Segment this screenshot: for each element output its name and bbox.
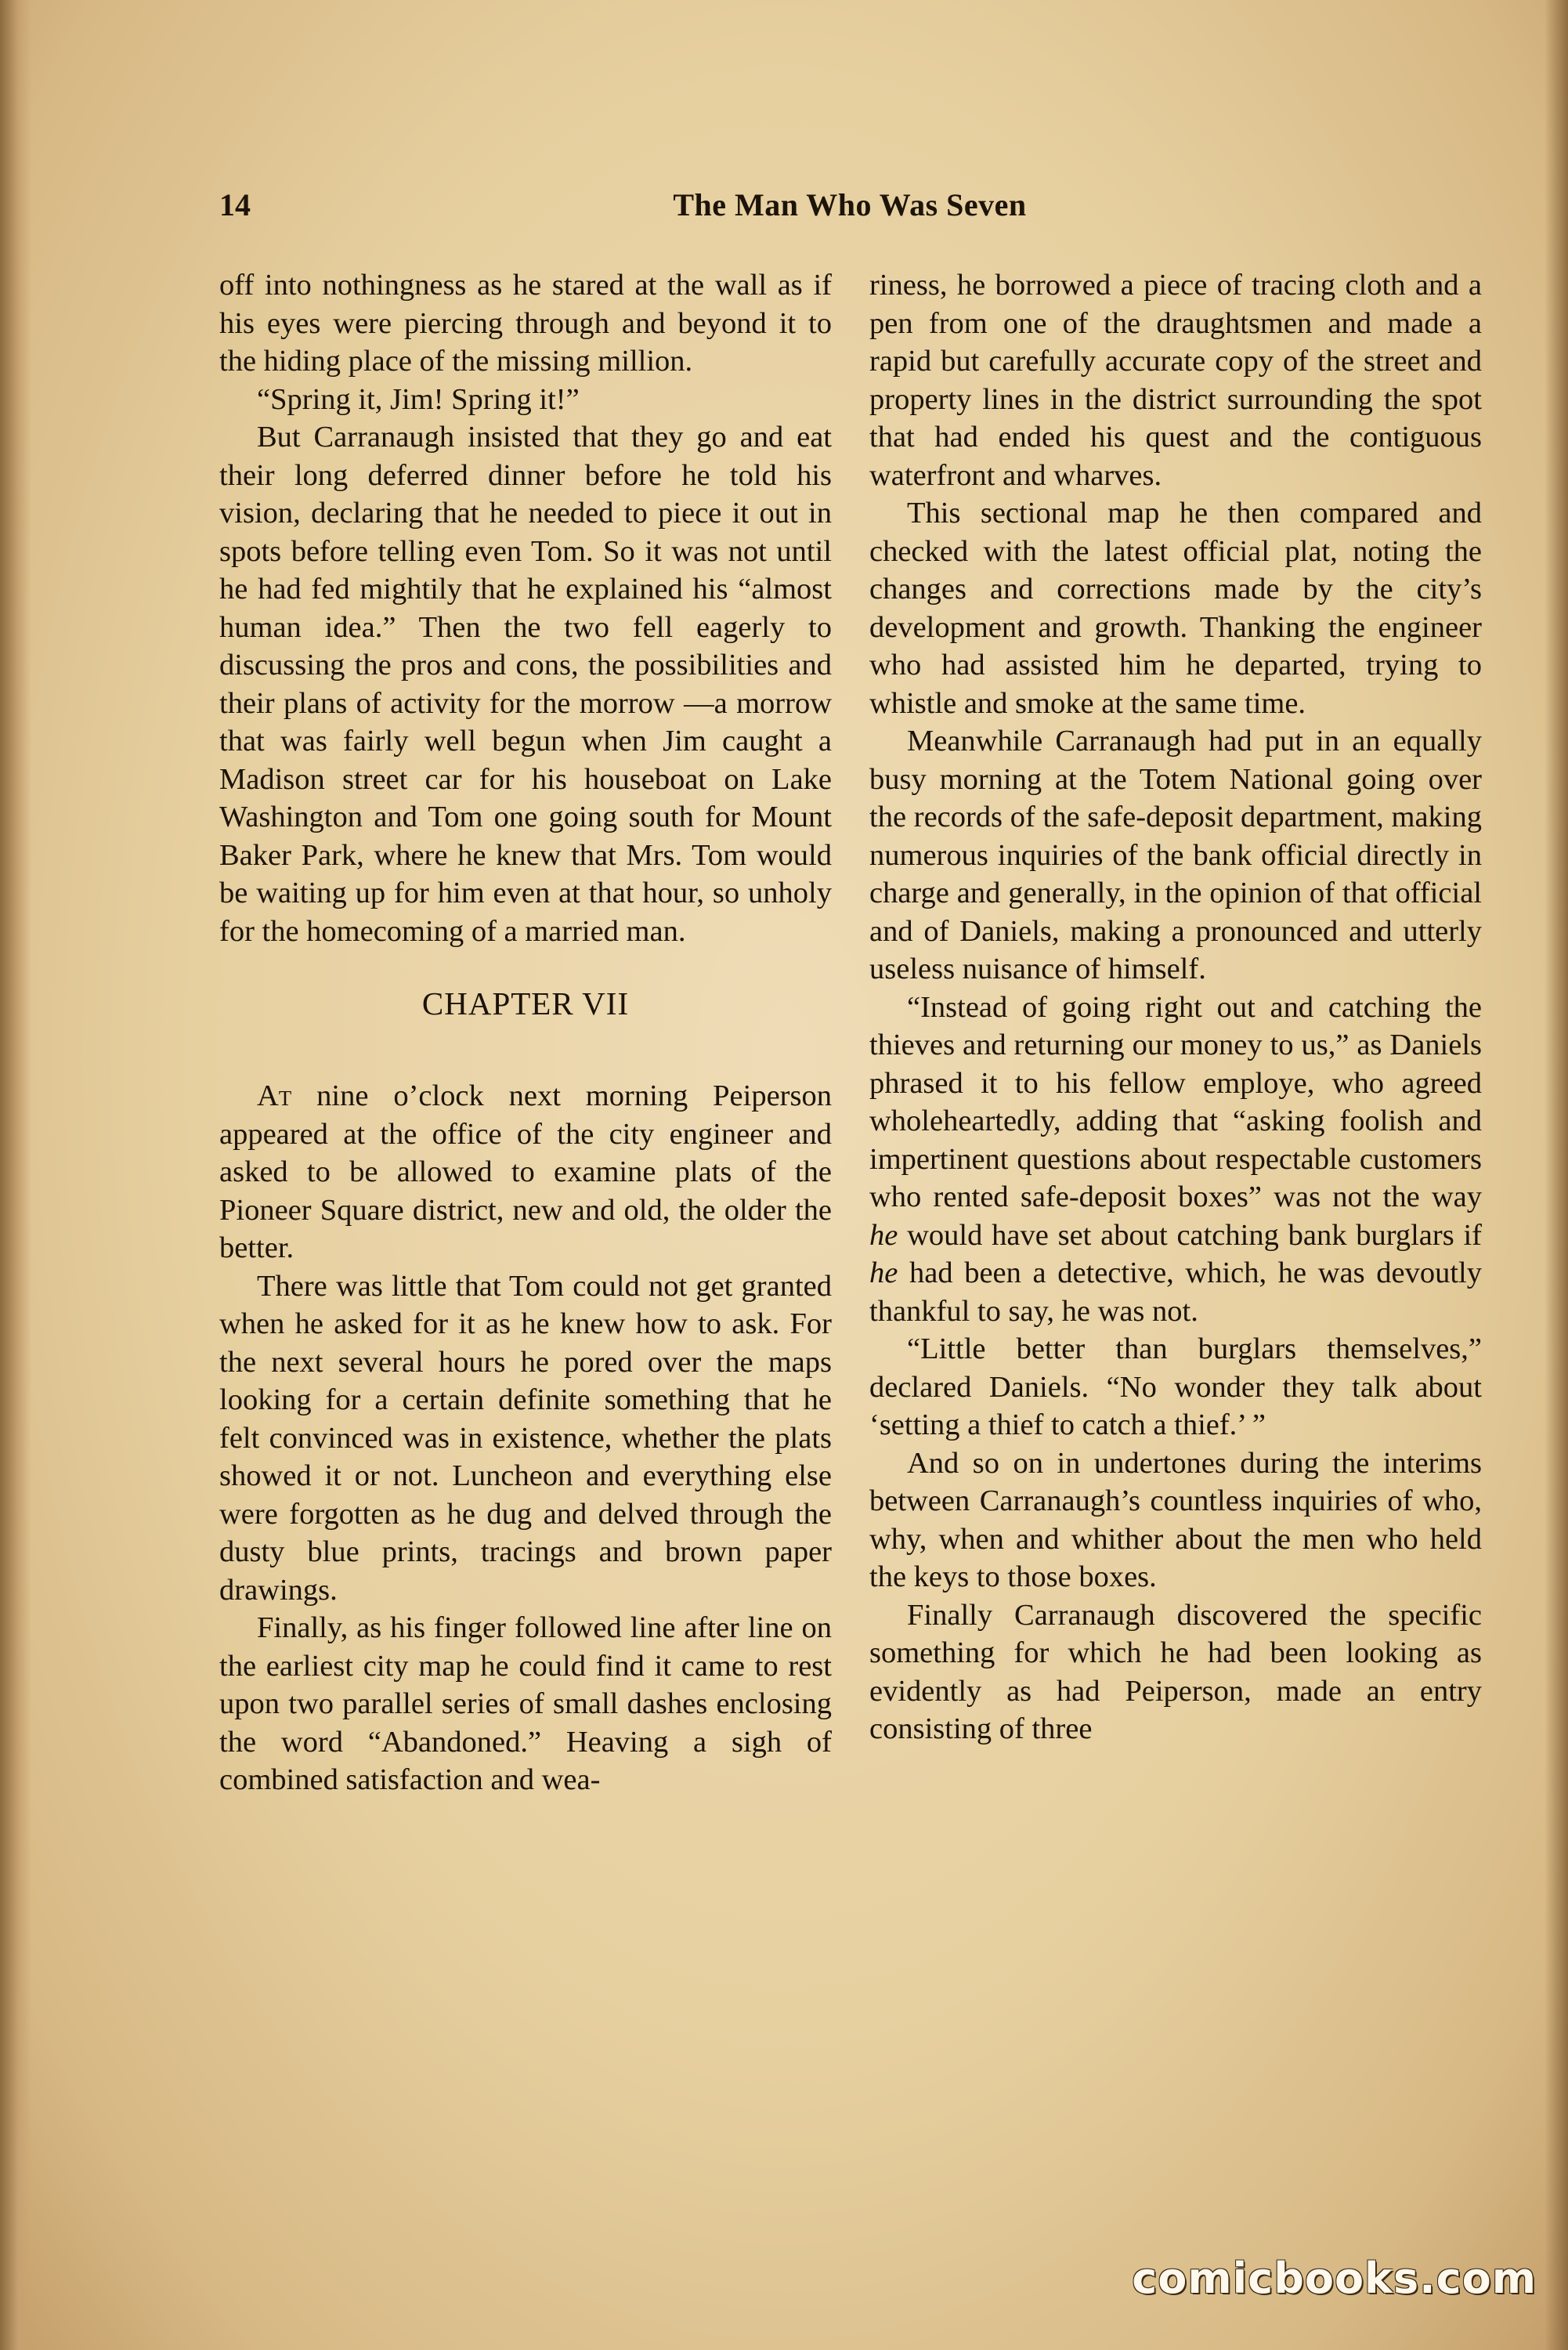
page-number: 14 [219,187,251,222]
chapter-opening-paragraph [219,1077,832,1267]
page-header [219,186,1480,233]
paragraph: And so on in undertones during the interims between Carranaugh’s countless inquiries of who, why, when and whither about the men who held the keys to those boxes. [869,1446,1482,1593]
left-column [219,266,832,1799]
paragraph-daniels [869,989,1482,1331]
paragraph: This sectional map he then compared and checked with the latest official plat, noting the changes and corrections made by the city’s development and growth. Thanking the engineer who had assisted him he departed, trying to whistle and smoke at the same time. [869,497,1482,720]
chapter-lead-word: At [257,1079,292,1112]
text-run: had been a detective, which, he was devoutly thankful to say, he was not. [869,1256,1482,1328]
italic-he: he [869,1256,898,1289]
chapter-opening-text: nine o’clock next morning Peiperson appeared at the office of the city engineer and asked to be allowed to examine plats of the Pioneer Square district, new and old, the older the better. [219,1079,832,1264]
paragraph: off into nothingness as he stared at the wall as if his eyes were piercing through and beyond it to the hiding place of the missing million. [219,269,832,378]
running-title: The Man Who Was Seven [673,187,1027,222]
paragraph: “Little better than burglars themselves,” declared Daniels. “No wonder they talk about ‘setting a thief to catch a thief.’ ” [869,1332,1482,1441]
paragraph: riness, he borrowed a piece of tracing cloth and a pen from one of the draughtsmen and made a rapid but carefully accurate copy of the street and property lines in the district surrounding the spot that had ended his quest and the contiguous waterfront and wharves. [869,269,1482,492]
right-column [869,266,1482,1748]
italic-he: he [869,1218,898,1252]
paragraph: Finally Carranaugh discovered the specific something for which he had been looking as evidently as had Peiperson, made an entry consisting of three [869,1598,1482,1745]
paragraph: Finally, as his finger followed line after line on the earliest city map he could find it came to rest upon two parallel series of small dashes enclosing the word “Abandoned.” Heaving a sigh of combined satisfaction and wea- [219,1611,832,1796]
chapter-heading: CHAPTER VII [421,985,630,1021]
paragraph: “Spring it, Jim! Spring it!” [257,382,580,416]
paragraph: There was little that Tom could not get granted when he asked for it as he knew how to ask. For the next several hours he pored over the maps looking for a certain definite something that he felt convinced was in existence, whether the plats showed it or not. Luncheon and everything else were forgotten as he dug and delved through the dusty blue prints, tracings and brown paper drawings. [219,1269,832,1607]
paragraph: But Carranaugh insisted that they go and eat their long deferred dinner before he told his vision, declaring that he needed to piece it out in spots before telling even Tom. So it was not until he had fed mightily that he explained his “almost human idea.” Then the two fell eagerly to discussing the pros and cons, the possibilities and their plans of activity for the morrow —a morrow that was fairly well begun when Jim caught a Madison street car for his houseboat on Lake Washington and Tom one going south for Mount Baker Park, where he knew that Mrs. Tom would be waiting up for him even at that hour, so unholy for the homecoming of a married man. [219,421,832,948]
page-edge-shadow-left [0,0,31,2350]
text-run: would have set about catching bank burglars if [898,1218,1482,1252]
page-edge-shadow-right [1545,0,1568,2350]
text-run: “Instead of going right out and catching the thieves and returning our money to us,” as Daniels phrased it to his fellow employe, who agreed wholeheartedly, adding that “asking foolish and impertinent questions about respectable customers who rented safe-deposit boxes” was not the way [869,990,1482,1213]
paragraph: Meanwhile Carranaugh had put in an equally busy morning at the Totem National going over the records of the safe-deposit department, making numerous inquiries of the bank official directly in charge and generally, in the opinion of that official and of Daniels, making a pronounced and utterly useless nuisance of himself. [869,725,1482,985]
watermark: comicbooks.com [1132,2254,1537,2303]
